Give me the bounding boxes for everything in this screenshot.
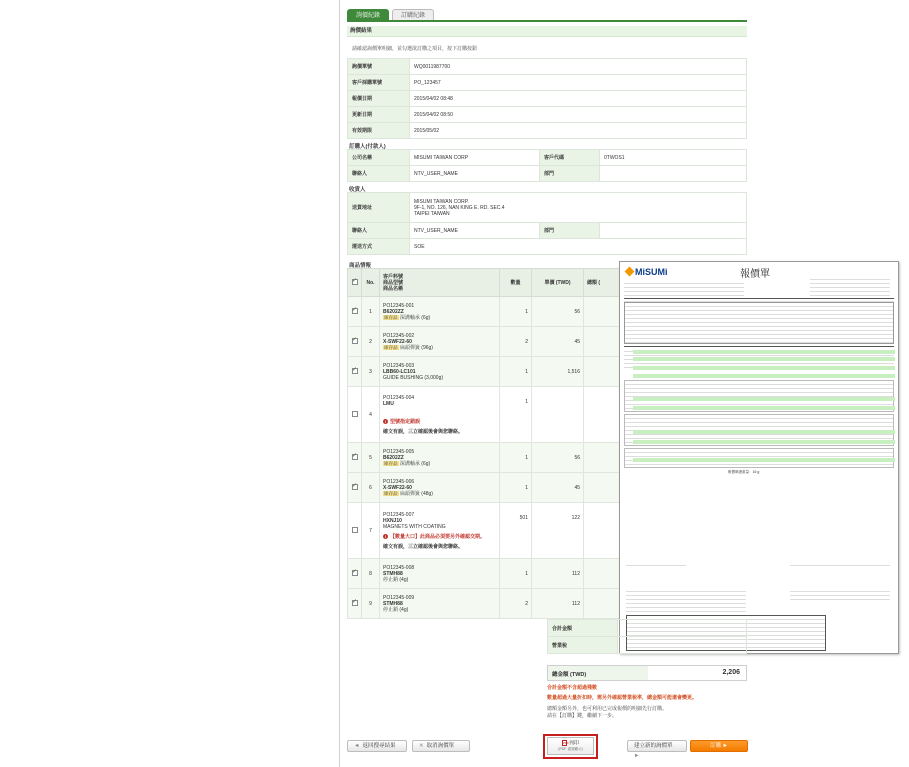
row-product — [380, 357, 500, 387]
select-all-header[interactable] — [348, 269, 362, 297]
row-price: 112 — [532, 559, 584, 589]
misumi-logo — [626, 267, 668, 277]
row-qty: 1 — [500, 443, 532, 473]
table-row — [348, 503, 627, 559]
pdf-highlight — [633, 440, 895, 444]
row-price — [532, 387, 584, 443]
quote-info-table — [347, 58, 747, 139]
row-no: 7 — [362, 503, 380, 559]
info-note-line: 請在【訂購】鍵，繼續下一步。 — [547, 713, 618, 719]
row-qty: 1 — [500, 559, 532, 589]
tab-underline — [347, 20, 747, 22]
row-no: 5 — [362, 443, 380, 473]
row-no: 3 — [362, 357, 380, 387]
receiver-contact-value: NTV_USER_NAME — [410, 223, 540, 239]
row-qty: 2 — [500, 589, 532, 619]
row-warning — [383, 534, 496, 540]
quote-info-value: 2015/05/02 — [410, 123, 747, 139]
row-name: 停止銷 (4g) — [383, 606, 409, 613]
quote-result-title: 詢價結果 — [347, 26, 747, 37]
row-po: PO12345-006 — [383, 478, 415, 485]
row-checkbox[interactable] — [352, 338, 358, 344]
pdf-highlight — [633, 357, 895, 361]
row-product — [380, 559, 500, 589]
row-checkbox[interactable] — [352, 411, 358, 417]
pdf-highlight — [633, 397, 895, 401]
tab-order-history[interactable]: 訂購紀錄 — [392, 9, 434, 21]
row-no: 1 — [362, 297, 380, 327]
row-no: 4 — [362, 387, 380, 443]
customer-code-value: 0TWOS1 — [600, 150, 747, 166]
stock-tag: 庫存品 — [384, 460, 398, 466]
tax-note: 合計金額不含超過殘數 — [547, 685, 598, 691]
code-header-line: 商品名稱 — [383, 285, 404, 292]
quote-info-row — [348, 91, 747, 107]
row-no: 8 — [362, 559, 380, 589]
grand-total-value: 2,206 — [722, 669, 740, 676]
arrow-right-icon: ► — [722, 743, 728, 749]
row-product — [380, 297, 500, 327]
product-table — [347, 268, 627, 619]
tax-label: 營業稅 — [548, 637, 618, 654]
row-checkbox-cell[interactable] — [348, 443, 362, 473]
extra-header: 總額 ( — [584, 269, 627, 297]
logo-text: MiSUMi — [635, 267, 668, 277]
row-no: 9 — [362, 589, 380, 619]
print-pdf-button[interactable] — [547, 737, 594, 755]
code-header-line: 客戶料號 — [383, 273, 404, 280]
quote-instruction: 請確認詢價單明細，並勾選欲訂購之項目，按下訂購按鈕 — [352, 46, 478, 52]
pdf-totals — [790, 588, 890, 600]
row-po: PO12345-002 — [383, 332, 415, 339]
row-name: 停止銷 (4g) — [383, 576, 409, 583]
company-value: MISUMI TAIWAN CORP — [410, 150, 540, 166]
row-product — [380, 327, 500, 357]
row-ask-note: 確文有誤，三立確認後會與您聯絡。 — [383, 543, 464, 550]
row-qty: 1 — [500, 473, 532, 503]
row-price: 56 — [532, 297, 584, 327]
row-qty: 2 — [500, 327, 532, 357]
back-to-search-button[interactable] — [347, 740, 407, 752]
table-row — [348, 559, 627, 589]
subtotal-label: 合計金額 — [548, 620, 618, 637]
row-po: PO12345-005 — [383, 448, 415, 455]
receiver-dept-value — [600, 223, 747, 239]
pdf-highlight — [633, 458, 895, 462]
alert-icon: ! — [384, 533, 387, 539]
order-button-label: 訂購 — [710, 743, 722, 749]
no-header: No. — [362, 269, 380, 297]
row-warning-text: 型號指定錯誤 — [390, 418, 421, 425]
table-row — [348, 297, 627, 327]
row-price: 45 — [532, 327, 584, 357]
quote-info-value: WQ0011987700 — [410, 59, 747, 75]
back-button-label: 返回搜尋結果 — [362, 743, 396, 749]
quote-info-row — [348, 59, 747, 75]
row-price: 45 — [532, 473, 584, 503]
receiver-title: 收貨人 — [349, 187, 366, 193]
pdf-summary-text — [790, 562, 890, 568]
row-checkbox-cell[interactable] — [348, 297, 362, 327]
quote-info-row — [348, 107, 747, 123]
new-quote-button-label: 建立新的詢價單 — [634, 743, 673, 749]
totals-table — [547, 619, 747, 654]
quote-pdf-preview — [619, 261, 899, 654]
pdf-highlight — [633, 430, 895, 434]
row-checkbox-cell[interactable] — [348, 503, 362, 559]
row-product — [380, 503, 500, 559]
grand-total-label: 總金額 (TWD) — [548, 666, 648, 680]
row-name: GUIDE BUSHING (3,000g) — [383, 374, 444, 381]
pdf-rule — [624, 298, 894, 299]
pdf-highlight — [633, 366, 895, 370]
row-checkbox[interactable] — [352, 368, 358, 374]
quote-info-label: 更新日期 — [348, 107, 410, 123]
quote-info-value: 2015/04/02 08:50 — [410, 107, 747, 123]
row-model: X-SWF22-60 — [383, 484, 412, 491]
buyer-contact-label: 聯絡人 — [348, 166, 410, 182]
table-row — [348, 327, 627, 357]
row-checkbox-cell[interactable] — [348, 473, 362, 503]
quote-info-value: PO_123457 — [410, 75, 747, 91]
row-no: 2 — [362, 327, 380, 357]
discount-note: 數量超過大量折扣時，需另外確認營業稅率，總金額可能還會變更。 — [547, 695, 698, 701]
row-warning — [383, 419, 496, 425]
qty-header: 數量 — [500, 269, 532, 297]
address-label: 送貨地址 — [348, 193, 410, 223]
table-row — [348, 589, 627, 619]
cancel-button-label: 取消詢價單 — [426, 743, 455, 749]
row-checkbox-cell[interactable] — [348, 327, 362, 357]
row-price: 1,516 — [532, 357, 584, 387]
row-checkbox[interactable] — [352, 454, 358, 460]
row-name: MAGNETS WITH COATING — [383, 523, 446, 530]
table-row — [348, 473, 627, 503]
customer-code-label: 客戶代碼 — [540, 150, 600, 166]
row-qty: 1 — [500, 297, 532, 327]
subtotal-value — [618, 620, 747, 637]
row-model: B6202ZZ — [383, 308, 404, 315]
close-icon: ✕ — [419, 743, 424, 749]
stock-tag: 庫存品 — [384, 344, 398, 350]
quote-info-row — [348, 75, 747, 91]
price-header: 單價 (TWD) — [532, 269, 584, 297]
address-line: 9F-1, NO. 126, NAN KING E. RD. SEC.4 — [414, 204, 505, 211]
row-ask-note: 確文有誤，三立確認後會與您聯絡。 — [383, 428, 464, 435]
row-model: LBB60-LC101 — [383, 368, 416, 375]
arrow-right-icon: ► — [634, 753, 640, 759]
row-product — [380, 473, 500, 503]
row-model: B6202ZZ — [383, 454, 404, 461]
row-po: PO12345-003 — [383, 362, 415, 369]
pdf-highlight — [633, 374, 895, 378]
quote-info-label: 客戶採購單號 — [348, 75, 410, 91]
order-button[interactable] — [690, 740, 748, 752]
row-product — [380, 589, 500, 619]
table-row — [348, 443, 627, 473]
buyer-contact-value: NTV_USER_NAME — [410, 166, 540, 182]
pdf-header-text — [624, 280, 744, 296]
pdf-highlight — [633, 406, 895, 410]
row-warning-text: 【數量大口】此商品必須要另外確認交期。 — [390, 533, 486, 540]
print-button-sublabel: (PDF 書面顯示) — [558, 747, 583, 752]
select-all-checkbox[interactable] — [352, 279, 358, 285]
alert-icon: ! — [384, 418, 387, 424]
pdf-address-block — [624, 302, 894, 344]
arrow-left-icon: ◄ — [354, 743, 360, 749]
tab-quote-history[interactable]: 詢價紀錄 — [347, 9, 389, 21]
tax-value — [618, 637, 747, 654]
row-checkbox[interactable] — [352, 308, 358, 314]
pdf-summary-text — [626, 562, 686, 568]
pdf-highlight — [633, 350, 895, 354]
row-checkbox-cell[interactable] — [348, 559, 362, 589]
ship-method-label: 運送方式 — [348, 239, 410, 255]
row-checkbox[interactable] — [352, 527, 358, 533]
quote-info-label: 詢價單號 — [348, 59, 410, 75]
row-checkbox-cell[interactable] — [348, 387, 362, 443]
row-checkbox[interactable] — [352, 600, 358, 606]
row-po: PO12345-001 — [383, 302, 415, 309]
stock-tag: 庫存品 — [384, 314, 398, 320]
row-price: 112 — [532, 589, 584, 619]
row-model: STMH88 — [383, 570, 403, 577]
row-checkbox-cell[interactable] — [348, 589, 362, 619]
grand-total — [547, 665, 747, 681]
row-qty: 1 — [500, 357, 532, 387]
quote-pdf-title: 報價單 — [740, 269, 770, 280]
receiver-contact-label: 聯絡人 — [348, 223, 410, 239]
products-title: 商品情報 — [349, 263, 372, 269]
row-po: PO12345-004 — [383, 394, 415, 401]
address-line: TAIPEI TAIWAN — [414, 210, 450, 217]
ship-method-value: SOE — [410, 239, 747, 255]
new-quote-button[interactable] — [627, 740, 687, 759]
row-checkbox[interactable] — [352, 484, 358, 490]
cancel-quote-button[interactable] — [412, 740, 470, 752]
row-name: 扁頭彈簧 (48g) — [399, 490, 433, 497]
buyer-title: 訂購人(付款人) — [349, 144, 386, 150]
code-header — [380, 269, 500, 297]
pdf-header-meta — [810, 276, 890, 296]
pdf-total-weight: 報價單總重量：16 g — [728, 470, 760, 474]
row-checkbox-cell[interactable] — [348, 357, 362, 387]
product-header-row — [348, 269, 627, 297]
row-po: PO12345-007 — [383, 511, 415, 518]
buyer-dept-value — [600, 166, 747, 182]
print-button-label: 列印 — [568, 740, 579, 747]
info-note — [547, 706, 667, 720]
receiver-table — [347, 192, 747, 255]
stock-tag: 庫存品 — [384, 490, 398, 496]
receiver-dept-label: 部門 — [540, 223, 600, 239]
quote-info-label: 有效期限 — [348, 123, 410, 139]
row-checkbox[interactable] — [352, 570, 358, 576]
row-qty: 501 — [500, 503, 532, 559]
row-product — [380, 387, 500, 443]
row-qty: 1 — [500, 387, 532, 443]
pdf-icon: PDF — [562, 741, 569, 745]
row-price: 56 — [532, 443, 584, 473]
table-row — [348, 357, 627, 387]
buyer-table — [347, 149, 747, 182]
address-line: MISUMI TAIWAN CORP. — [414, 198, 469, 205]
row-price: 122 — [532, 503, 584, 559]
row-product — [380, 443, 500, 473]
info-note-line: 總額金額另外，也可利用已完成報價的明細先行訂購。 — [547, 706, 668, 712]
pdf-rule — [624, 346, 894, 347]
row-model: X-SWF22-60 — [383, 338, 412, 345]
quote-info-value: 2015/04/02 08:48 — [410, 91, 747, 107]
table-row — [348, 387, 627, 443]
row-model: STMH88 — [383, 600, 403, 607]
row-model: HXNJ10 — [383, 517, 402, 524]
buyer-dept-label: 部門 — [540, 166, 600, 182]
row-name: 扁頭彈簧 (96g) — [399, 344, 433, 351]
row-no: 6 — [362, 473, 380, 503]
logo-diamond-icon — [625, 267, 635, 277]
company-label: 公司名稱 — [348, 150, 410, 166]
row-po: PO12345-009 — [383, 594, 415, 601]
quote-info-label: 報價日期 — [348, 91, 410, 107]
code-header-line: 商品型號 — [383, 279, 404, 286]
address-value — [410, 193, 747, 223]
row-name: 深溝軸承 (6g) — [399, 460, 431, 467]
row-po: PO12345-008 — [383, 564, 415, 571]
pdf-notes — [626, 588, 746, 612]
row-model: LMU — [383, 400, 394, 407]
row-name: 深溝軸承 (6g) — [399, 314, 431, 321]
quote-info-row — [348, 123, 747, 139]
